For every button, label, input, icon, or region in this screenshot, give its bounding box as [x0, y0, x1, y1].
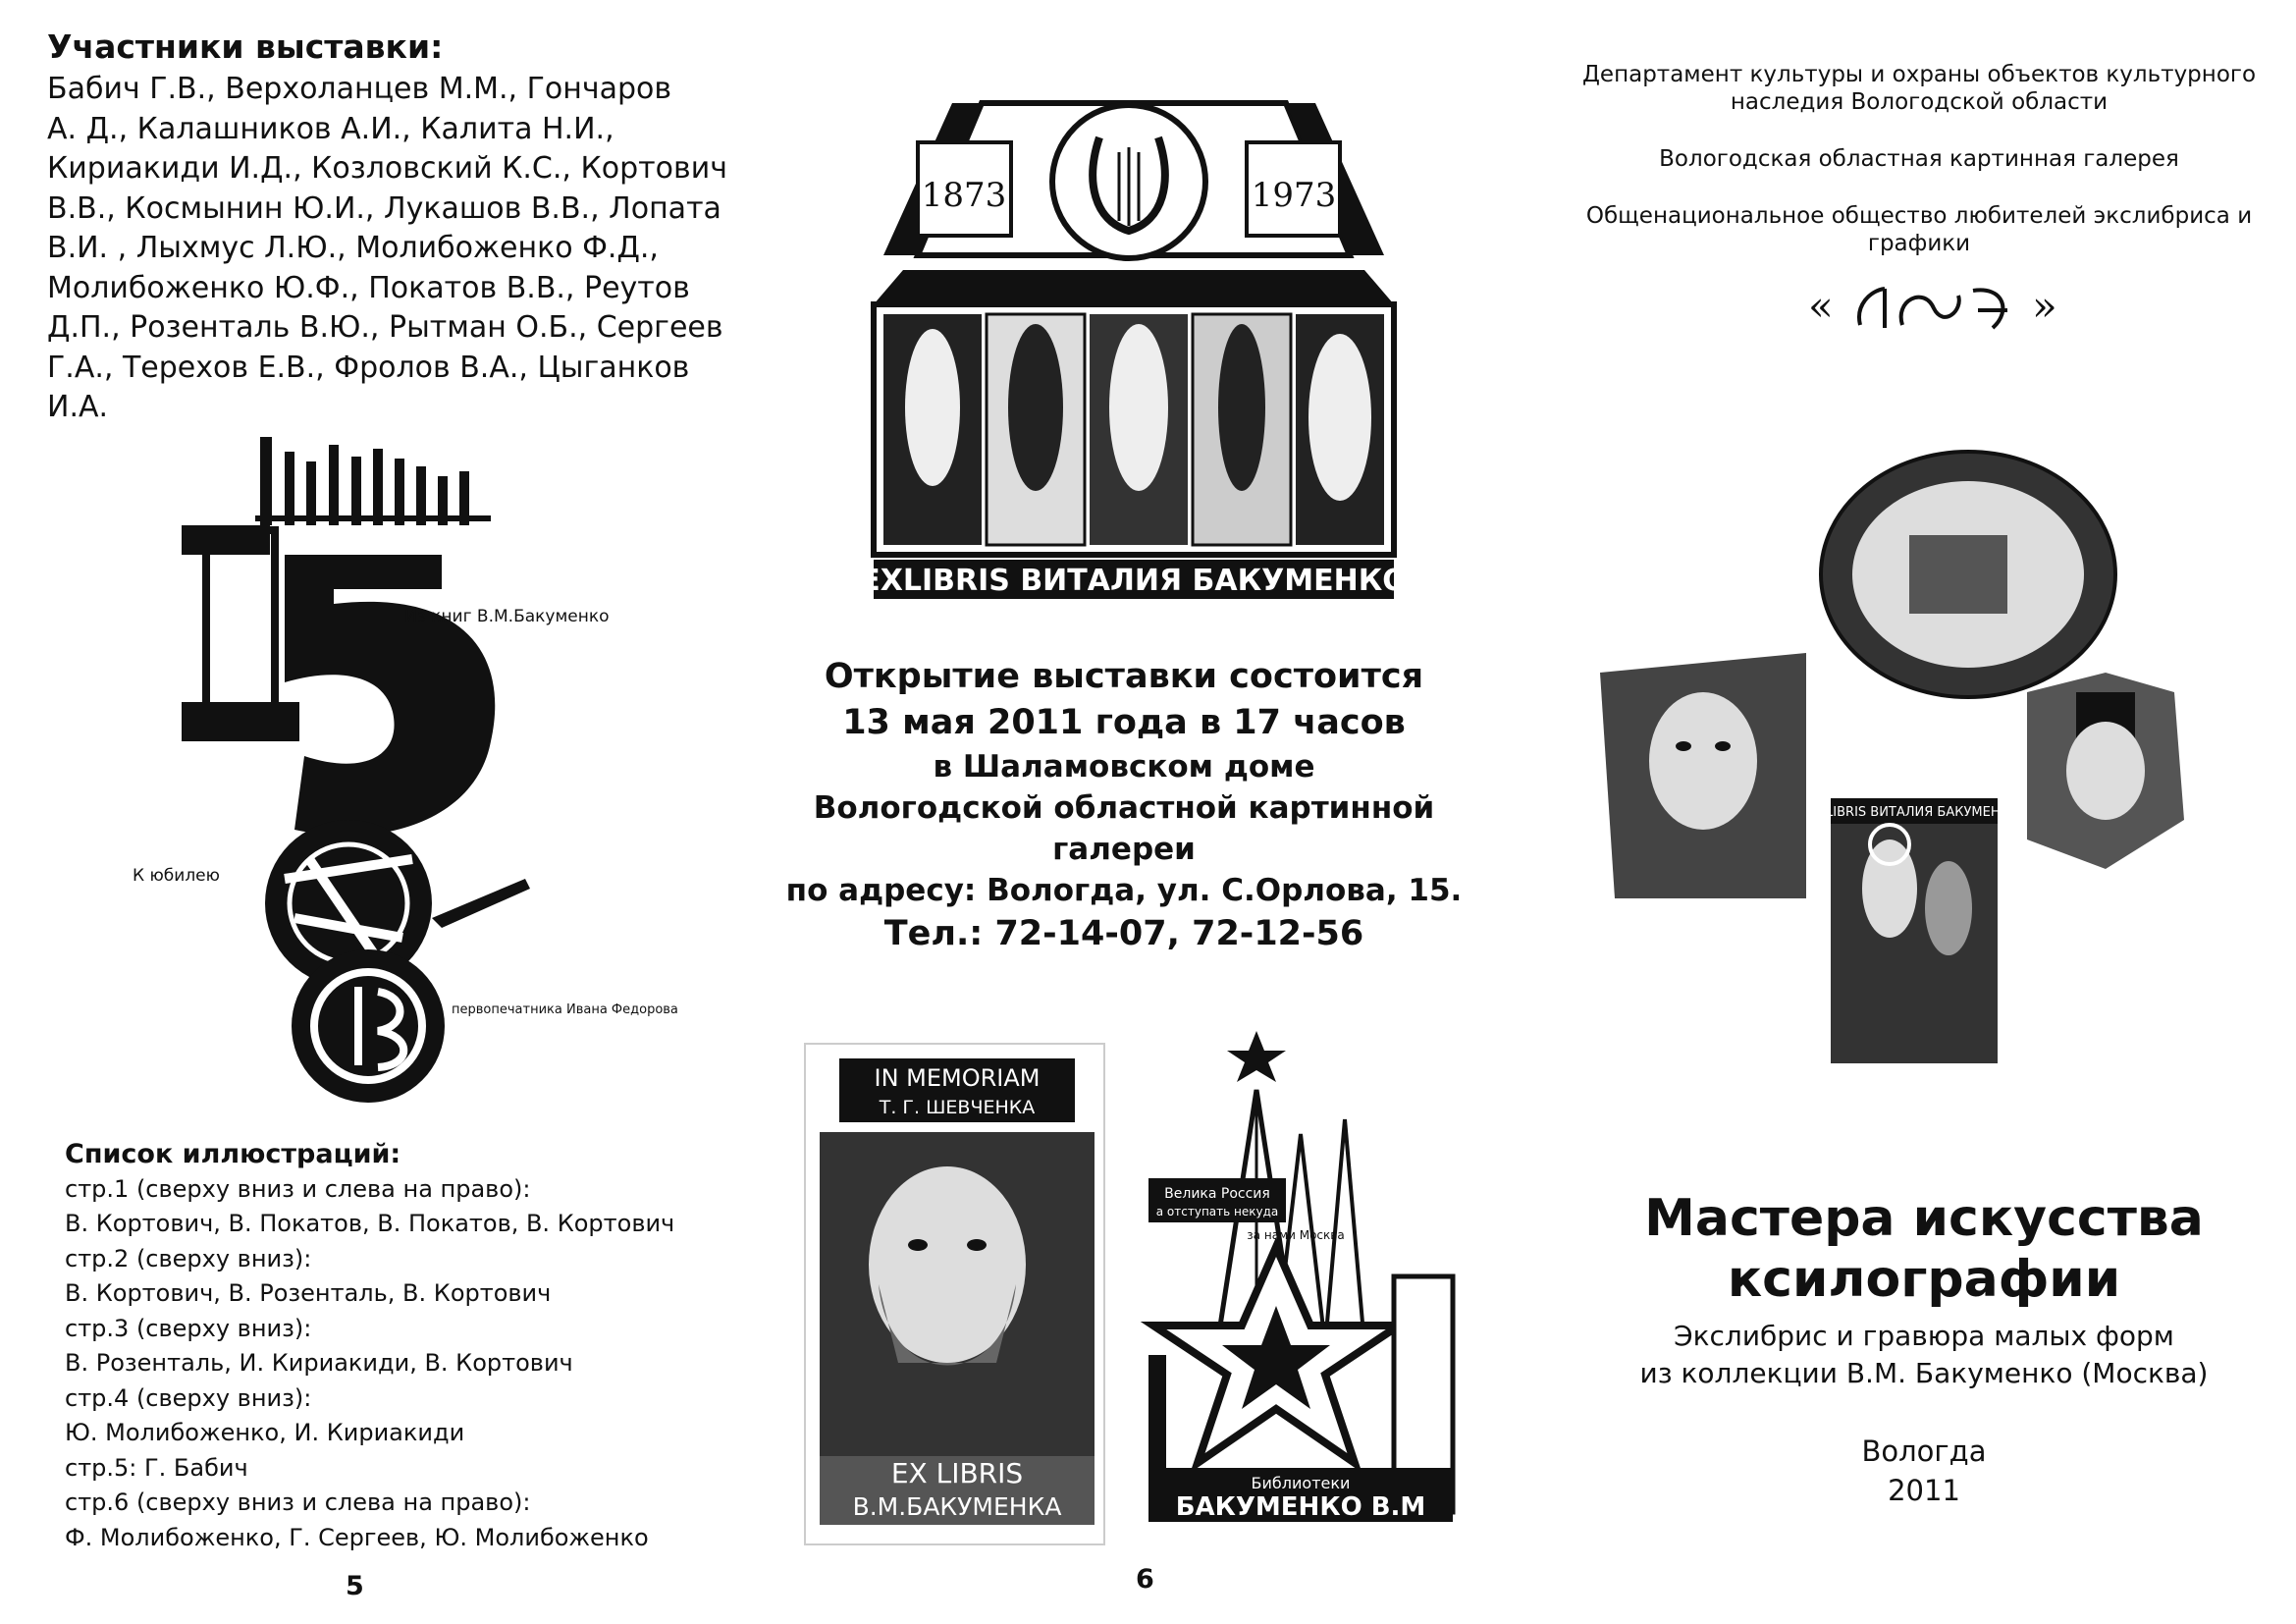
- illustrations-list-line: стр.6 (сверху вниз и слева на право):: [65, 1489, 531, 1516]
- opening-line-7: Тел.: 72-14-07, 72-12-56: [883, 914, 1364, 953]
- opening-line-1: Открытие выставки состоится: [824, 657, 1424, 696]
- participants-block: [47, 27, 734, 428]
- kremlin-text-1: Велика Россия: [1164, 1186, 1270, 1202]
- memoriam-owner: В.М.БАКУМЕНКА: [852, 1492, 1062, 1521]
- opening-line-2: 13 мая 2011 года в 17 часов: [842, 703, 1406, 742]
- in-memoriam-exlibris-artwork: [800, 1039, 1114, 1559]
- opening-line-6: по адресу: Вологда, ул. С.Орлова, 15.: [785, 873, 1463, 908]
- kremlin-star-exlibris-artwork: [1139, 1021, 1463, 1532]
- saint-exlibris: [1809, 798, 2019, 1063]
- illustrations-list-line: стр.1 (сверху вниз и слева на право):: [65, 1174, 531, 1203]
- cover-place-year: [1787, 1432, 2061, 1510]
- engraving-collage: [1595, 447, 2272, 1144]
- kremlin-text-3: за нами Москва: [1247, 1228, 1345, 1242]
- cover-subtitle-line-2: из коллекции В.М. Бакуменко (Москва): [1639, 1357, 2209, 1389]
- artwork-from-books-text: Из книг В.М.Бакуменко: [404, 607, 610, 626]
- illustrations-list-line: стр.4 (сверху вниз):: [65, 1383, 312, 1412]
- memoriam-title: IN MEMORIAM: [874, 1064, 1041, 1092]
- organizers-block: [1575, 61, 2263, 287]
- exlibris-lyre-artwork: [834, 83, 1433, 604]
- kremlin-bottom-2: БАКУМЕНКО В.М: [1175, 1492, 1426, 1522]
- portrait-exlibris-left: [1600, 653, 1806, 898]
- illustrations-list-line: стр.3 (сверху вниз):: [65, 1314, 312, 1342]
- artwork-jubilee-text: К юбилею: [133, 866, 220, 886]
- round-exlibris: [1821, 452, 2115, 697]
- cover-year: 2011: [1888, 1474, 1960, 1507]
- memoriam-exlibris: EX LIBRIS: [890, 1457, 1024, 1489]
- participants-line: А. Д., Калашников А.И., Калита Н.И.,: [47, 111, 614, 146]
- cover-title-line-1: Мастера искусства: [1644, 1189, 2204, 1248]
- logo-quote-open: «: [1808, 282, 1834, 330]
- illustrations-list-line: В. Розенталь, И. Кириакиди, В. Кортович: [65, 1349, 573, 1377]
- exlibris-year-left: 1873: [921, 176, 1007, 215]
- organizer-department: Департамент культуры и охраны объектов культурного наследия Вологодской области: [1581, 62, 2257, 115]
- kremlin-text-2: а отступать некуда: [1155, 1205, 1279, 1218]
- cover-city: Вологда: [1861, 1435, 1987, 1468]
- memoriam-name: Т. Г. ШЕВЧЕНКА: [879, 1097, 1036, 1118]
- opening-line-3: в Шаламовском доме: [933, 749, 1315, 785]
- logo-quote-close: »: [2032, 282, 2057, 330]
- participants-line: Д.П., Розенталь В.Ю., Рытман О.Б., Сергеев: [47, 310, 723, 345]
- exlibris-figure-panels: [883, 314, 1384, 545]
- organizer-gallery: Вологодская областная картинная галерея: [1659, 146, 2179, 172]
- opening-line-5: галереи: [1052, 832, 1196, 867]
- illustrations-list-line: Ю. Молибоженко, И. Кириакиди: [65, 1419, 465, 1446]
- participants-line: Г.А., Терехов Е.В., Фролов В.А., Цыганков И.А.: [47, 350, 690, 424]
- exlibris-caption: EXLIBRIS ВИТАЛИЯ БАКУМЕНКО: [860, 564, 1408, 598]
- participants-title: Участники выставки:: [47, 27, 444, 66]
- collage-caption: EXLIBRIS ВИТАЛИЯ БАКУМЕНКО: [1808, 805, 2020, 820]
- participants-line: В.И. , Лыхмус Л.Ю., Молибоженко Ф.Д.,: [47, 231, 659, 265]
- star-icon: [1227, 1031, 1286, 1082]
- society-logo: [1787, 271, 2081, 340]
- cover-title: [1590, 1188, 2258, 1310]
- participants-line: Молибоженко Ю.Ф., Покатов В.В., Реутов: [47, 270, 690, 305]
- artwork-printer-text: первопечатника Ивана Федорова: [452, 1002, 678, 1017]
- exlibris-year-right: 1973: [1251, 176, 1337, 215]
- artwork-old-lettering: [255, 437, 491, 525]
- cover-subtitle: [1590, 1318, 2258, 1392]
- organizer-society: Общенациональное общество любителей экслибриса и графики: [1585, 203, 2253, 256]
- cover-subtitle-line-1: Экслибрис и гравюра малых форм: [1674, 1320, 2174, 1352]
- portrait-exlibris-right: [2027, 673, 2184, 869]
- participants-line: В.В., Космынин Ю.И., Лукашов В.В., Лопата: [47, 190, 721, 226]
- anniversary-number-artwork: [133, 417, 678, 1105]
- illustrations-list-line: стр.5: Г. Бабич: [65, 1453, 248, 1482]
- participants-list: [47, 70, 734, 428]
- opening-info-block: [780, 654, 1468, 957]
- cover-title-line-2: ксилографии: [1727, 1250, 2121, 1309]
- illustrations-list-title: Список иллюстраций:: [65, 1139, 401, 1169]
- illustrations-list-block: [65, 1137, 703, 1555]
- page-number-left: 5: [346, 1571, 364, 1601]
- page-number-center: 6: [1136, 1564, 1154, 1595]
- illustrations-list-line: В. Кортович, В. Покатов, В. Покатов, В. Кортович: [65, 1210, 675, 1237]
- illustrations-list-line: стр.2 (сверху вниз):: [65, 1244, 312, 1272]
- participants-line: Кириакиди И.Д., Козловский К.С., Кортович: [47, 151, 727, 186]
- opening-line-4: Вологодской областной картинной: [813, 790, 1435, 826]
- artwork-digit-five: [285, 555, 495, 836]
- participants-line: Бабич Г.В., Верхоланцев М.М., Гончаров: [47, 72, 672, 106]
- illustrations-list-line: В. Кортович, В. Розенталь, В. Кортович: [65, 1279, 552, 1307]
- illustrations-list-line: Ф. Молибоженко, Г. Сергеев, Ю. Молибоженко: [65, 1523, 649, 1551]
- kremlin-bottom-1: Библиотеки: [1251, 1474, 1351, 1492]
